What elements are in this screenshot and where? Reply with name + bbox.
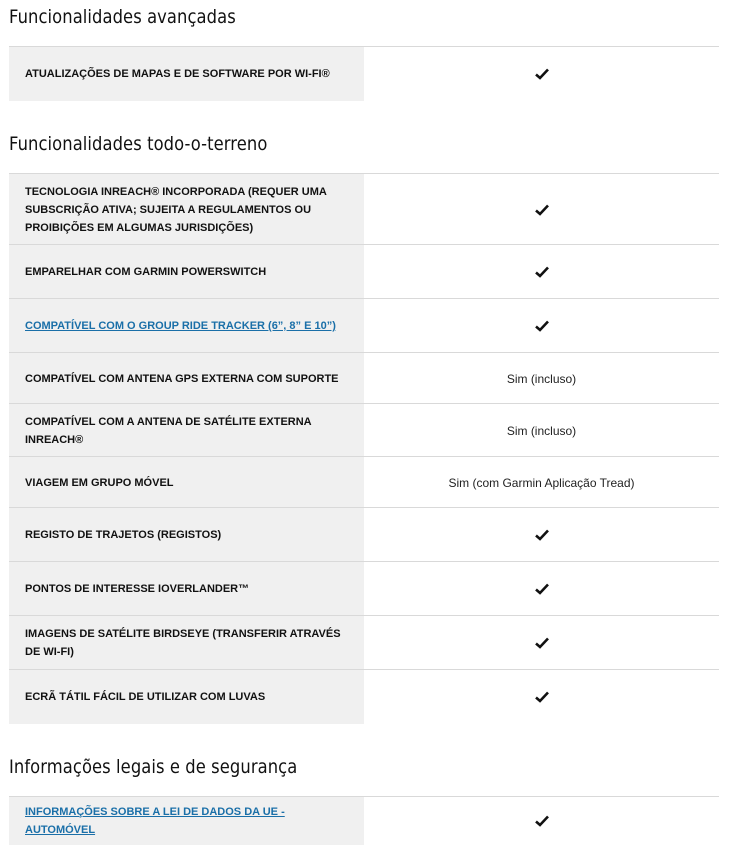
- spec-row: [9, 456, 719, 508]
- spec-row: [9, 403, 719, 457]
- spec-row: [9, 796, 719, 845]
- spec-row: [9, 507, 719, 562]
- checkmark-icon: [535, 266, 549, 278]
- spec-value: [364, 562, 719, 616]
- checkmark-icon: [535, 637, 549, 649]
- spec-row: [9, 561, 719, 616]
- checkmark-icon: [535, 691, 549, 703]
- spec-label: REGISTO DE TRAJETOS (REGISTOS): [9, 508, 364, 562]
- checkmark-icon: [535, 583, 549, 595]
- checkmark-icon: [535, 68, 549, 80]
- section-title-offroad: Funcionalidades todo-o-terreno: [9, 133, 268, 155]
- spec-value: [364, 670, 719, 724]
- checkmark-icon: [535, 529, 549, 541]
- spec-value-text: Sim (incluso): [506, 371, 577, 386]
- spec-value: [364, 47, 719, 101]
- spec-label: COMPATÍVEL COM ANTENA GPS EXTERNA COM SUPORTE: [9, 353, 364, 404]
- group-ride-tracker-link[interactable]: COMPATÍVEL COM O GROUP RIDE TRACKER (6”, 8” E 10”): [25, 320, 336, 332]
- spec-label: TECNOLOGIA INREACH® INCORPORADA (REQUER UMA SUBSCRIÇÃO ATIVA; SUJEITA A REGULAMENTOS OU PROIBIÇÕES EM ALGUMAS JURISDIÇÕES): [9, 174, 364, 245]
- spec-row: [9, 352, 719, 404]
- spec-value: [364, 616, 719, 670]
- spec-row: [9, 173, 719, 245]
- spec-row: [9, 615, 719, 670]
- spec-row: [9, 298, 719, 353]
- spec-label: ATUALIZAÇÕES DE MAPAS E DE SOFTWARE POR WI-FI®: [9, 47, 364, 101]
- checkmark-icon: [535, 320, 549, 332]
- section-title-legal: Informações legais e de segurança: [9, 756, 298, 778]
- spec-row: [9, 46, 719, 101]
- spec-label: EMPARELHAR COM GARMIN POWERSWITCH: [9, 245, 364, 299]
- checkmark-icon: [535, 815, 549, 827]
- spec-label: ECRÃ TÁTIL FÁCIL DE UTILIZAR COM LUVAS: [9, 670, 364, 724]
- spec-value: [364, 797, 719, 845]
- section-title-advanced: Funcionalidades avançadas: [9, 6, 236, 28]
- checkmark-icon: [535, 204, 549, 216]
- eu-data-act-link[interactable]: INFORMAÇÕES SOBRE A LEI DE DADOS DA UE - AUTOMÓVEL: [25, 806, 285, 836]
- spec-value-text: Sim (incluso): [506, 423, 577, 438]
- spec-value: [364, 245, 719, 299]
- spec-label: COMPATÍVEL COM A ANTENA DE SATÉLITE EXTERNA INREACH®: [9, 404, 364, 457]
- spec-label: IMAGENS DE SATÉLITE BIRDSEYE (TRANSFERIR ATRAVÉS DE WI-FI): [9, 616, 364, 670]
- spec-label: VIAGEM EM GRUPO MÓVEL: [9, 457, 364, 508]
- spec-row: [9, 669, 719, 724]
- spec-value: [364, 299, 719, 353]
- spec-value-text: Sim (com Garmin Aplicação Tread): [448, 475, 635, 490]
- spec-row: [9, 244, 719, 299]
- spec-value: [364, 174, 719, 245]
- spec-value: [364, 508, 719, 562]
- spec-label: PONTOS DE INTERESSE IOVERLANDER™: [9, 562, 364, 616]
